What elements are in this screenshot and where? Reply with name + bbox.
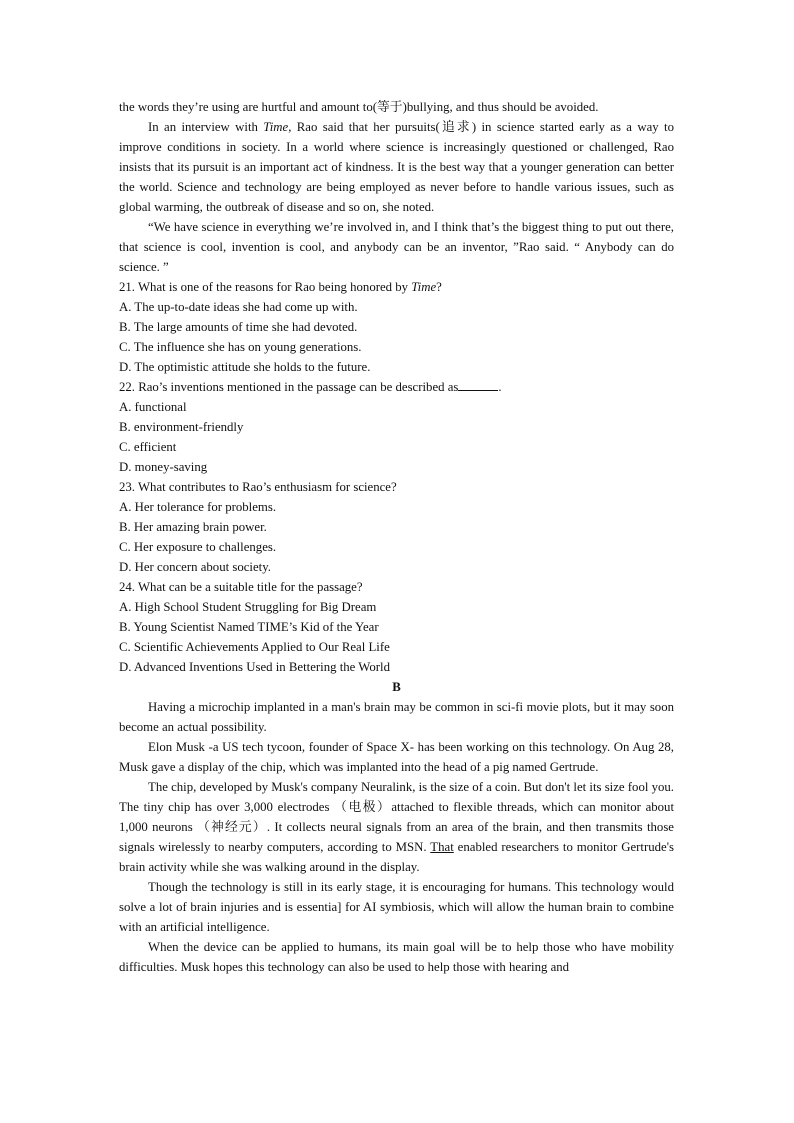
answer-blank <box>458 378 498 391</box>
passage-b-paragraph-5: When the device can be applied to humans, its main goal will be to help those who have mobility difficulties. Musk hopes this technology can also be used to help those with hearing and <box>119 940 674 974</box>
passage-a-paragraph-3: “We have science in everything we’re involved in, and I think that’s the biggest thing to put out there, that science is cool, invention is cool, and anybody can be an inventor, ”Rao said. “ Anybody can do science. ” <box>119 220 674 274</box>
passage-a-p2-pre: In an interview with <box>148 120 264 134</box>
passage-b-paragraph-2: Elon Musk -a US tech tycoon, founder of Space X- has been working on this technology. On Aug 28, Musk gave a display of the chip, which was implanted into the head of a pig named Gertrude. <box>119 740 674 774</box>
question-22-stem-end: . <box>498 380 502 394</box>
passage-a-p2-post: , Rao said that her pursuits(追求) in science started early as a way to improve conditions in society. In a world where science is increasingly questioned or challenged, Rao insists that its pursuit is an important act of kindness. It is the best way that a younger generation can better the world. Science and technology are being employed as never before to handle various issues, such as global warming, the outbreak of disease and so on, she noted. <box>119 120 674 214</box>
question-21-stem-post: ? <box>436 280 442 294</box>
passage-b-paragraph-4: Though the technology is still in its early stage, it is encouraging for humans. This technology would solve a lot of brain injuries and is essentia] for AI symbiosis, which will allow the human brain to combine with an artificial intelligence. <box>119 880 674 934</box>
underlined-word: That <box>430 840 454 854</box>
question-22-option-c: C. efficient <box>119 440 177 454</box>
passage-a-paragraph-1: the words they’re using are hurtful and amount to(等于)bullying, and thus should be avoided. <box>119 100 599 114</box>
question-22-stem <box>119 377 674 397</box>
question-21-stem-em: Time <box>411 280 437 294</box>
question-23-option-a: A. Her tolerance for problems. <box>119 500 277 514</box>
question-24-stem: 24. What can be a suitable title for the passage? <box>119 580 363 594</box>
question-24-option-a: A. High School Student Struggling for Big Dream <box>119 600 377 614</box>
passage-b-paragraph-3 <box>119 777 674 877</box>
question-24-option-c: C. Scientific Achievements Applied to Our Real Life <box>119 640 390 654</box>
question-21-option-a: A. The up-to-date ideas she had come up with. <box>119 300 358 314</box>
question-21-option-b: B. The large amounts of time she had devoted. <box>119 320 358 334</box>
question-22-stem-text: 22. Rao’s inventions mentioned in the passage can be described as <box>119 380 459 394</box>
document-page <box>119 97 674 977</box>
question-22-option-d: D. money-saving <box>119 460 208 474</box>
question-21-option-c: C. The influence she has on young generations. <box>119 340 362 354</box>
question-22-option-a: A. functional <box>119 400 187 414</box>
magazine-name: Time <box>263 120 289 134</box>
passage-b-p3-pre: The chip, developed by Musk's company Neuralink, is the size of a coin. But don't let its size fool you. The tiny chip has over 3,000 electrodes （电极）attached to flexible threads, which can monitor about 1,000 neurons （神经元）. It collects neural signals from an area of the brain, and then transmits those signals wirelessly to nearby computers, according to MSN. <box>119 780 674 854</box>
question-21-stem-pre: 21. What is one of the reasons for Rao being honored by <box>119 280 412 294</box>
passage-b-paragraph-1: Having a microchip implanted in a man's brain may be common in sci-fi movie plots, but it may soon become an actual possibility. <box>119 700 674 734</box>
question-23-option-b: B. Her amazing brain power. <box>119 520 267 534</box>
question-24-option-d: D. Advanced Inventions Used in Bettering the World <box>119 660 390 674</box>
question-23-option-c: C. Her exposure to challenges. <box>119 540 277 554</box>
question-23-option-d: D. Her concern about society. <box>119 560 271 574</box>
section-heading-b: B <box>392 680 401 694</box>
passage-b-p3-post: enabled researchers to monitor Gertrude's brain activity while she was walking around in the display. <box>119 840 674 874</box>
passage-a-paragraph-2 <box>119 117 674 217</box>
question-22-option-b: B. environment-friendly <box>119 420 244 434</box>
question-21-stem <box>119 277 674 297</box>
question-24-option-b: B. Young Scientist Named TIME’s Kid of the Year <box>119 620 379 634</box>
question-21-option-d: D. The optimistic attitude she holds to the future. <box>119 360 371 374</box>
question-23-stem: 23. What contributes to Rao’s enthusiasm for science? <box>119 480 397 494</box>
